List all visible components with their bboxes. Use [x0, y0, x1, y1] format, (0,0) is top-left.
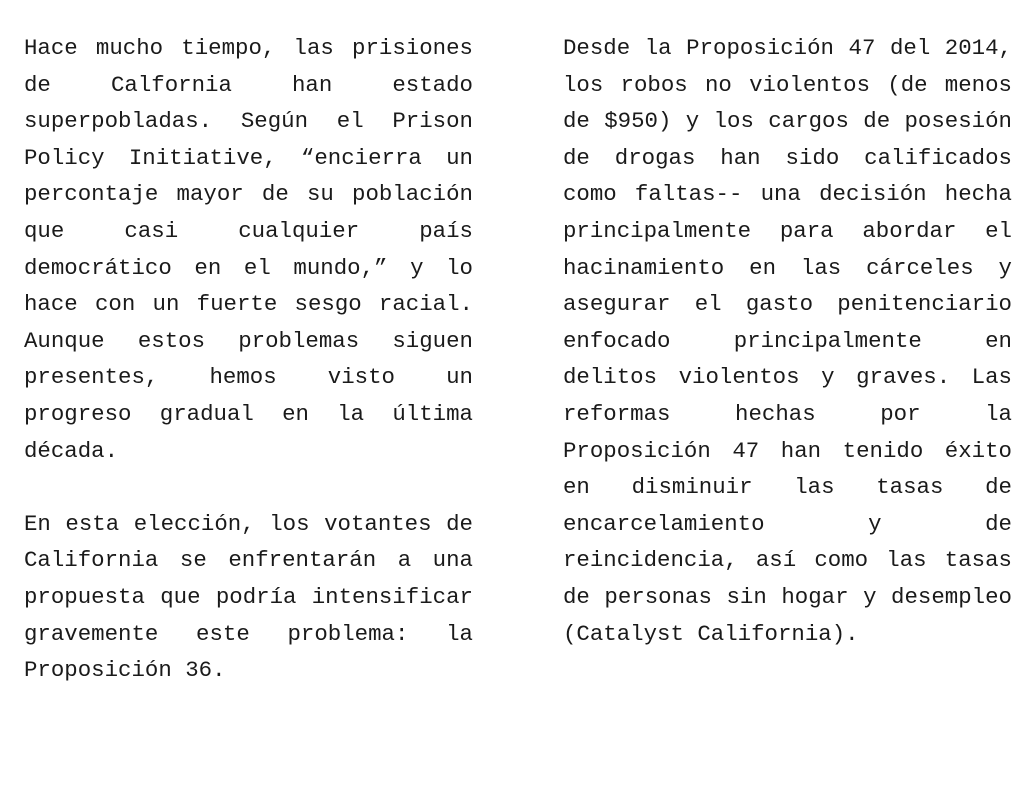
left-paragraph-1: Hace mucho tiempo, las prisiones de Calfornia han estado superpobladas. Según el Prison Policy Initiative, “encierra un percontaje mayor de su población que casi cualquier país democrático en el mundo,” y lo hace con un fuerte sesgo racial. Aunque estos problemas siguen presentes, hemos visto un progreso gradual en la última década.: [24, 35, 473, 464]
left-paragraph-2: En esta elección, los votantes de California se enfrentarán a una propuesta que podría intensificar gravemente este problema: la Proposición 36.: [24, 510, 473, 684]
left-column: [24, 30, 473, 689]
paragraph-spacer: [24, 469, 473, 506]
right-column: [563, 30, 1012, 652]
right-paragraph-1: Desde la Proposición 47 del 2014, los robos no violentos (de menos de $950) y los cargos de posesión de drogas han sido calificados como faltas-- una decisión hecha principalmente para abordar el hacinamiento en las cárceles y asegurar el gasto penitenciario enfocado principalmente en delitos violentos y graves. Las reformas hechas por la Proposición 47 han tenido éxito en disminuir las tasas de encarcelamiento y de reincidencia, así como las tasas de personas sin hogar y desempleo (Catalyst California).: [563, 35, 1012, 647]
